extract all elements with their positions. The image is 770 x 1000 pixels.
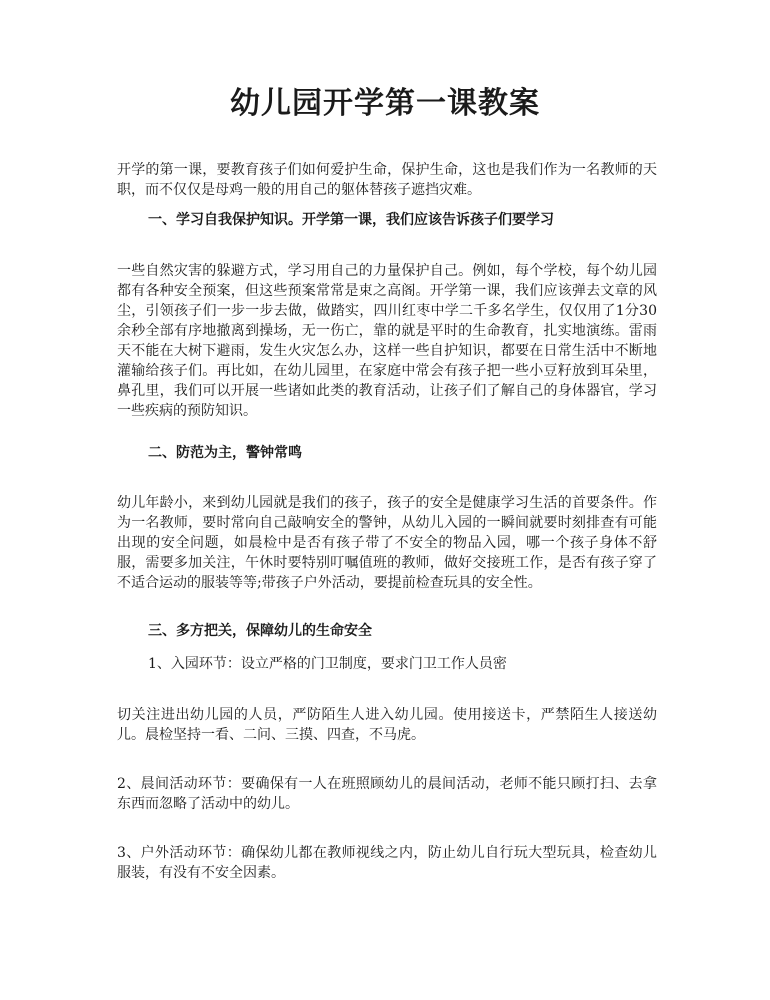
document-title: 幼儿园开学第一课教案	[230, 86, 540, 121]
section-1-body: 一些自然灾害的躲避方式，学习用自己的力量保护自己。例如，每个学校，每个幼儿园都有各种安全预案，但这些预案常常是束之高阁。开学第一课，我们应该弹去文章的风尘，引领孩子们一步一步去做，做踏实，四川红枣中学二千多名学生，仅仅用了1分30余秒全部有序地撤离到操场，无一伤亡，靠的就是平时的生命教育，扎实地演练。雷雨天不能在大树下避雨，发生火灾怎么办，这样一些自护知识，都要在日常生活中不断地灌输给孩子们。再比如，在幼儿园里，在家庭中常会有孩子把一些小豆籽放到耳朵里，鼻孔里，我们可以开展一些诸如此类的教育活动，让孩子们了解自己的身体器官，学习一些疾病的预防知识。	[117, 263, 657, 419]
section-3-heading: 三、多方把关，保障幼儿的生命安全	[148, 623, 372, 639]
section-2-heading: 二、防范为主，警钟常鸣	[148, 445, 302, 461]
section-3-item-1-body: 切关注进出幼儿园的人员，严防陌生人进入幼儿园。使用接送卡，严禁陌生人接送幼儿。晨检坚持一看、二问、三摸、四查，不马虎。	[117, 707, 657, 743]
intro-paragraph: 开学的第一课，要教育孩子们如何爱护生命，保护生命，这也是我们作为一名教师的天职，而不仅仅是母鸡一般的用自己的躯体替孩子遮挡灾难。	[117, 162, 657, 198]
section-1-heading: 一、学习自我保护知识。开学第一课，我们应该告诉孩子们要学习	[148, 212, 554, 228]
section-3-item-2: 2、晨间活动环节：要确保有一人在班照顾幼儿的晨间活动，老师不能只顾打扫、去拿东西而忽略了活动中的幼儿。	[117, 776, 657, 812]
section-3-item-1-lead: 1、入园环节：设立严格的门卫制度，要求门卫工作人员密	[148, 656, 507, 672]
section-2-body: 幼儿年龄小，来到幼儿园就是我们的孩子，孩子的安全是健康学习生活的首要条件。作为一名教师，要时常向自己敲响安全的警钟，从幼儿入园的一瞬间就要时刻排查有可能出现的安全问题，如晨检中是否有孩子带了不安全的物品入园，哪一个孩子身体不舒服，需要多加关注，午休时要特别叮嘱值班的教师，做好交接班工作，是否有孩子穿了不适合运动的服装等等;带孩子户外活动，要提前检查玩具的安全性。	[117, 495, 657, 591]
section-3-item-3: 3、户外活动环节：确保幼儿都在教师视线之内，防止幼儿自行玩大型玩具，检查幼儿服装，有没有不安全因素。	[117, 845, 657, 881]
